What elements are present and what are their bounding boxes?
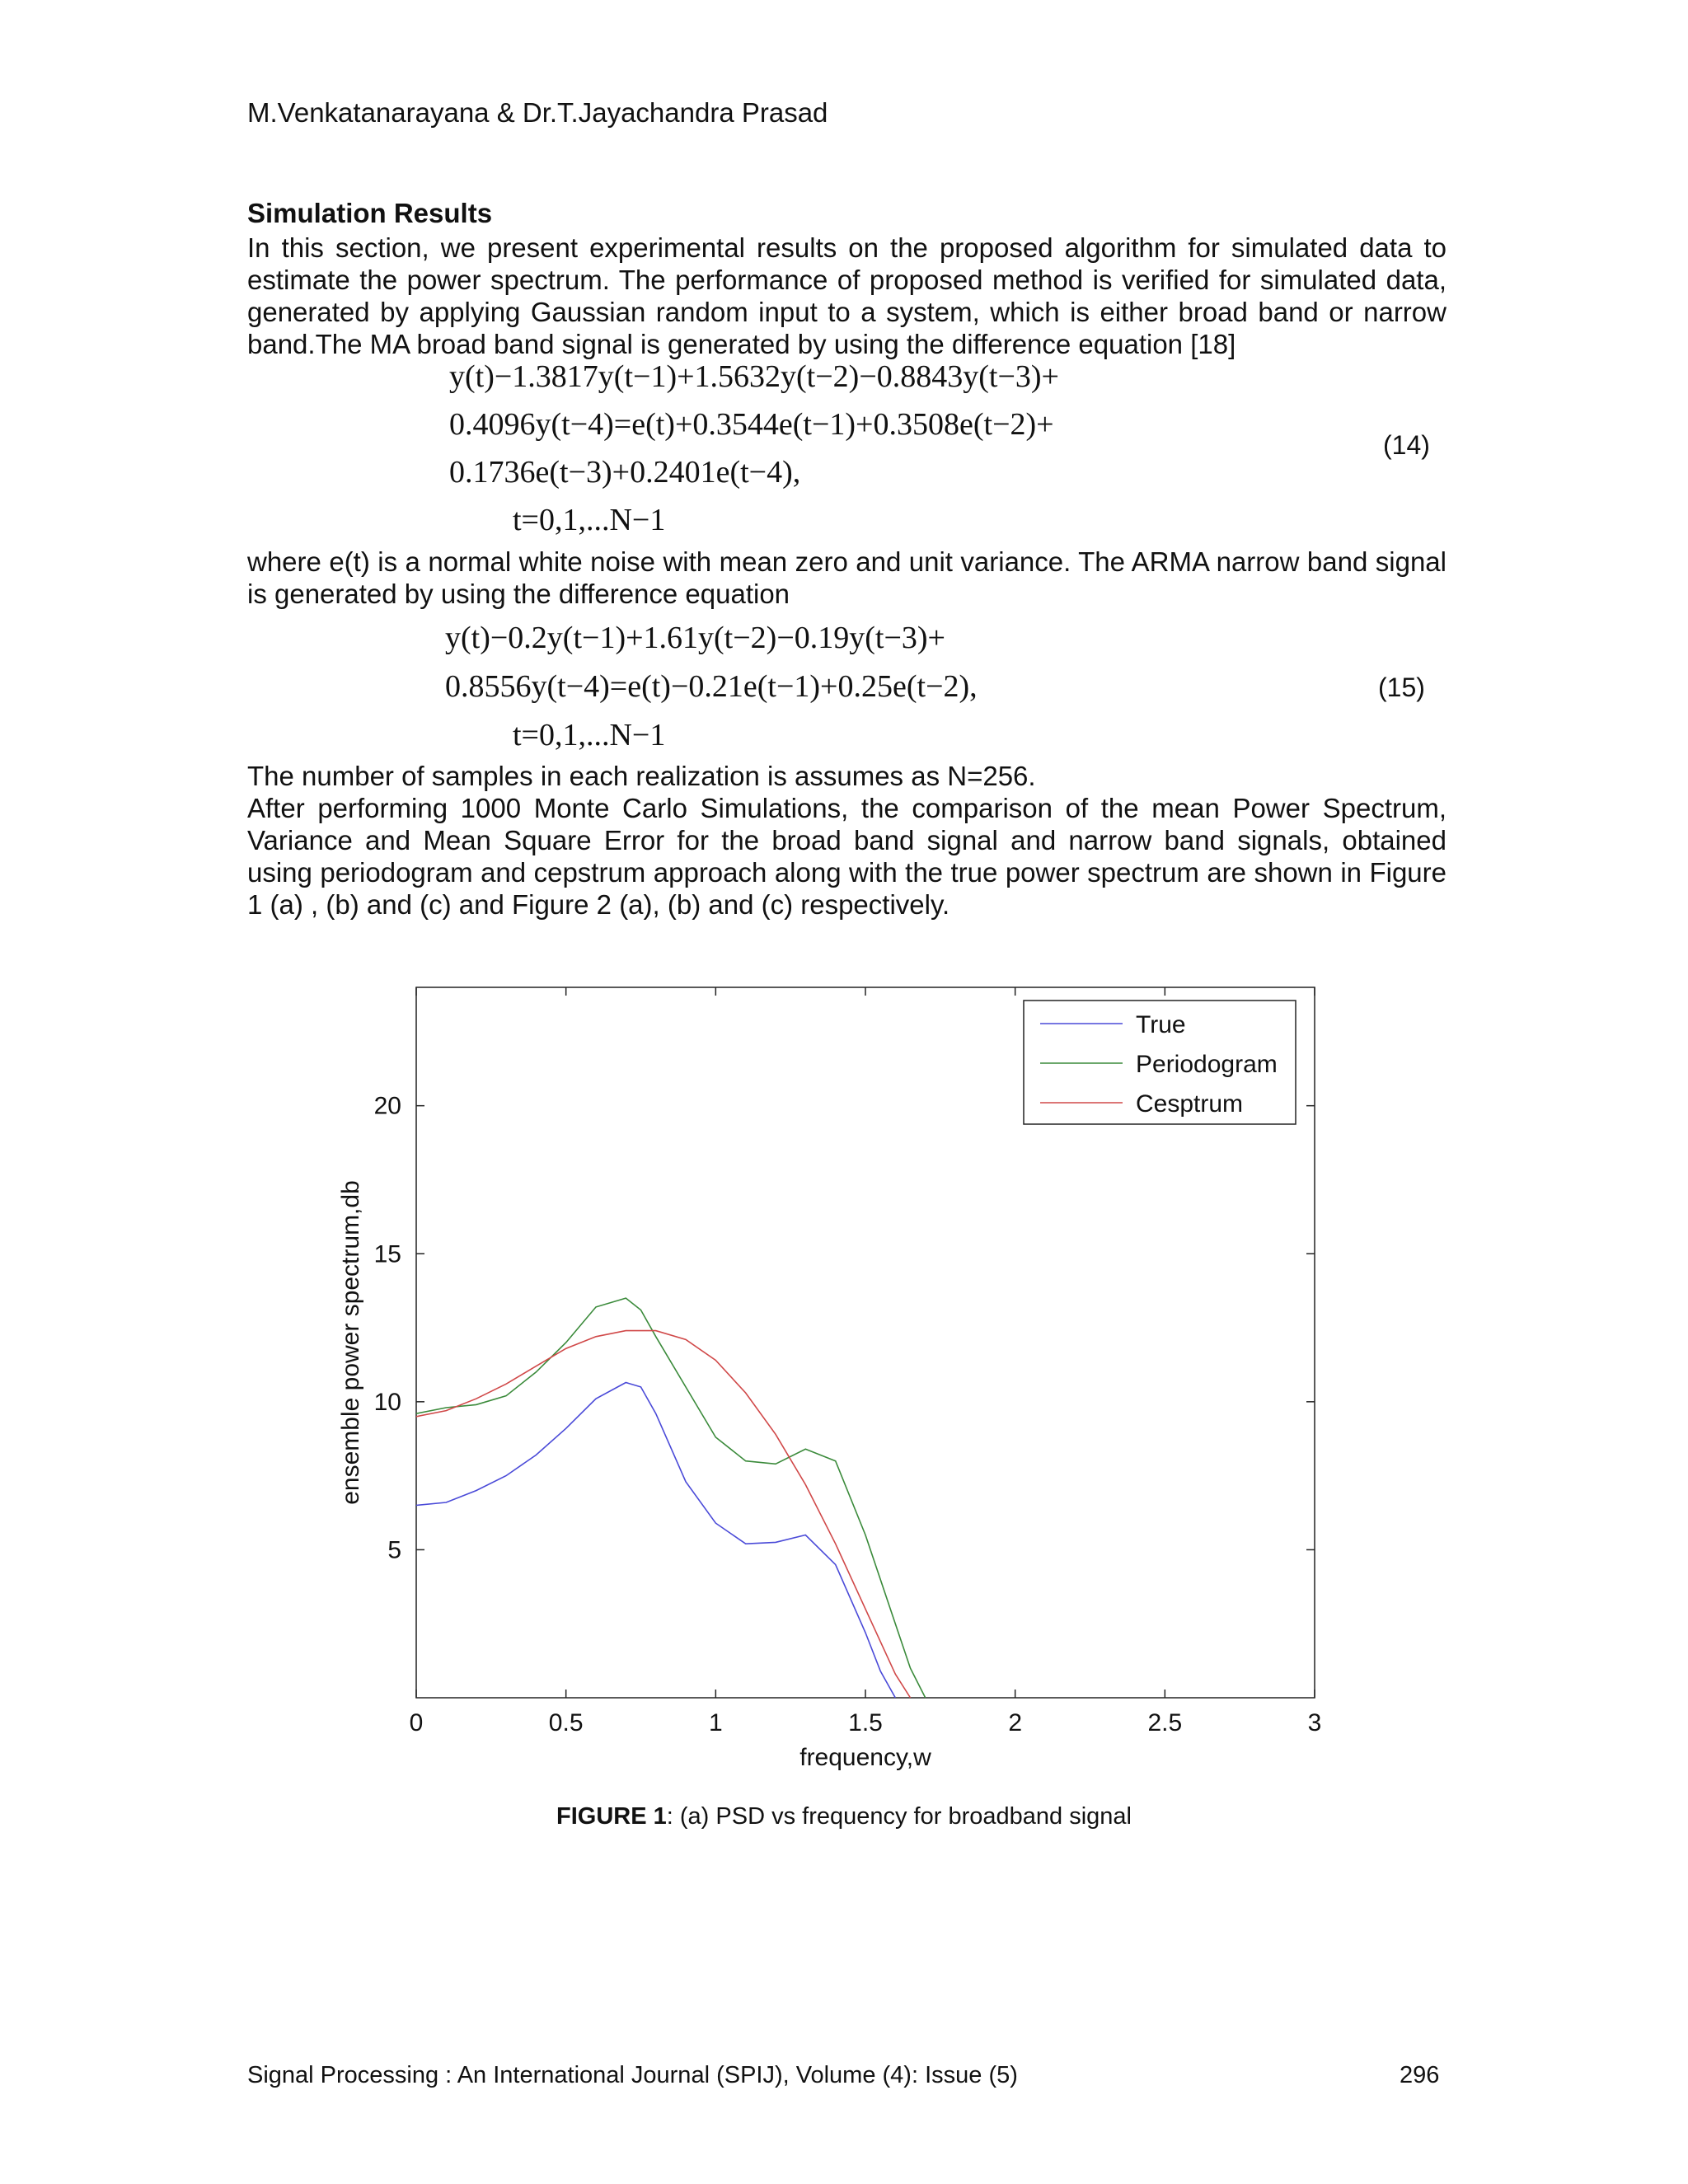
y-tick-label: 5 xyxy=(387,1536,401,1564)
eq14-number: (14) xyxy=(1383,430,1430,460)
tick-labels xyxy=(374,1093,1322,1736)
series-line-cesptrum xyxy=(416,1331,911,1698)
legend-label-periodogram: Periodogram xyxy=(1136,1051,1278,1078)
paragraph-samples xyxy=(247,760,1447,792)
paragraph-monte-carlo xyxy=(247,792,1447,921)
psd-chart xyxy=(313,964,1343,1788)
eq15-line-1: y(t)−0.2y(t−1)+1.61y(t−2)−0.19y(t−3)+ xyxy=(445,621,945,655)
paragraph-samples-text: The number of samples in each realization is assumes as N=256. xyxy=(247,761,1036,791)
paragraph-monte-carlo-text: After performing 1000 Monte Carlo Simulations, the comparison of the mean Power Spectrum, Variance and Mean Square Error for the broad band signal and narrow band signals, obtained using periodogram and cepstrum approach along with the true power spectrum are shown in Figure 1 (a) , (b) and (c) and Figure 2 (a), (b) and (c) respectively. xyxy=(247,793,1447,920)
y-axis-label: ensemble power spectrum,db xyxy=(337,1180,364,1505)
y-tick-label: 15 xyxy=(373,1240,401,1268)
y-tick-label: 10 xyxy=(373,1388,401,1416)
chart-legend xyxy=(1024,1001,1296,1124)
figure-caption xyxy=(0,1803,1688,1830)
x-tick-label: 3 xyxy=(1307,1709,1322,1736)
eq14-line-2: 0.4096y(t−4)=e(t)+0.3544e(t−1)+0.3508e(t−2)+ xyxy=(449,407,1054,442)
x-axis-label: frequency,w xyxy=(799,1744,931,1771)
x-tick-label: 0 xyxy=(409,1709,424,1736)
section-title: Simulation Results xyxy=(247,198,493,228)
legend-label-true: True xyxy=(1136,1011,1186,1038)
series-lines xyxy=(416,1298,926,1698)
running-header: M.Venkatanarayana & Dr.T.Jayachandra Prasad xyxy=(247,97,828,128)
eq15-line-3: t=0,1,...N−1 xyxy=(513,718,666,752)
series-line-true xyxy=(416,1383,895,1699)
footer-journal: Signal Processing : An International Journal (SPIJ), Volume (4): Issue (5) xyxy=(247,2062,1018,2088)
x-tick-label: 2 xyxy=(1008,1709,1023,1736)
x-tick-label: 2.5 xyxy=(1147,1709,1183,1736)
footer-page-number: 296 xyxy=(1400,2062,1440,2088)
eq14-line-4: t=0,1,...N−1 xyxy=(513,503,666,537)
eq14-line-1: y(t)−1.3817y(t−1)+1.5632y(t−2)−0.8843y(t−3)+ xyxy=(449,359,1059,394)
eq15-number: (15) xyxy=(1378,673,1425,702)
paragraph-noise xyxy=(247,546,1447,610)
figure-caption-text: : (a) PSD vs frequency for broadband signal xyxy=(666,1803,1132,1830)
y-tick-label: 20 xyxy=(373,1092,401,1120)
legend-label-cesptrum: Cesptrum xyxy=(1136,1090,1244,1118)
x-tick-label: 0.5 xyxy=(548,1709,584,1736)
series-line-periodogram xyxy=(416,1298,926,1698)
x-tick-label: 1 xyxy=(708,1709,723,1736)
paragraph-noise-text: where e(t) is a normal white noise with mean zero and unit variance. The ARMA narrow band signal is generated by using the difference equation xyxy=(247,546,1447,609)
paragraph-intro-text: In this section, we present experimental results on the proposed algorithm for simulated data to estimate the power spectrum. The performance of proposed method is verified for simulated data, generated by applying Gaussian random input to a system, which is either broad band or narrow band.The MA broad band signal is generated by using the difference equation [18] xyxy=(247,232,1447,359)
eq15-line-2: 0.8556y(t−4)=e(t)−0.21e(t−1)+0.25e(t−2), xyxy=(445,669,978,704)
x-tick-label: 1.5 xyxy=(848,1709,883,1736)
paragraph-intro xyxy=(247,232,1447,360)
figure-label: FIGURE 1 xyxy=(556,1803,667,1830)
eq14-line-3: 0.1736e(t−3)+0.2401e(t−4), xyxy=(449,455,801,490)
